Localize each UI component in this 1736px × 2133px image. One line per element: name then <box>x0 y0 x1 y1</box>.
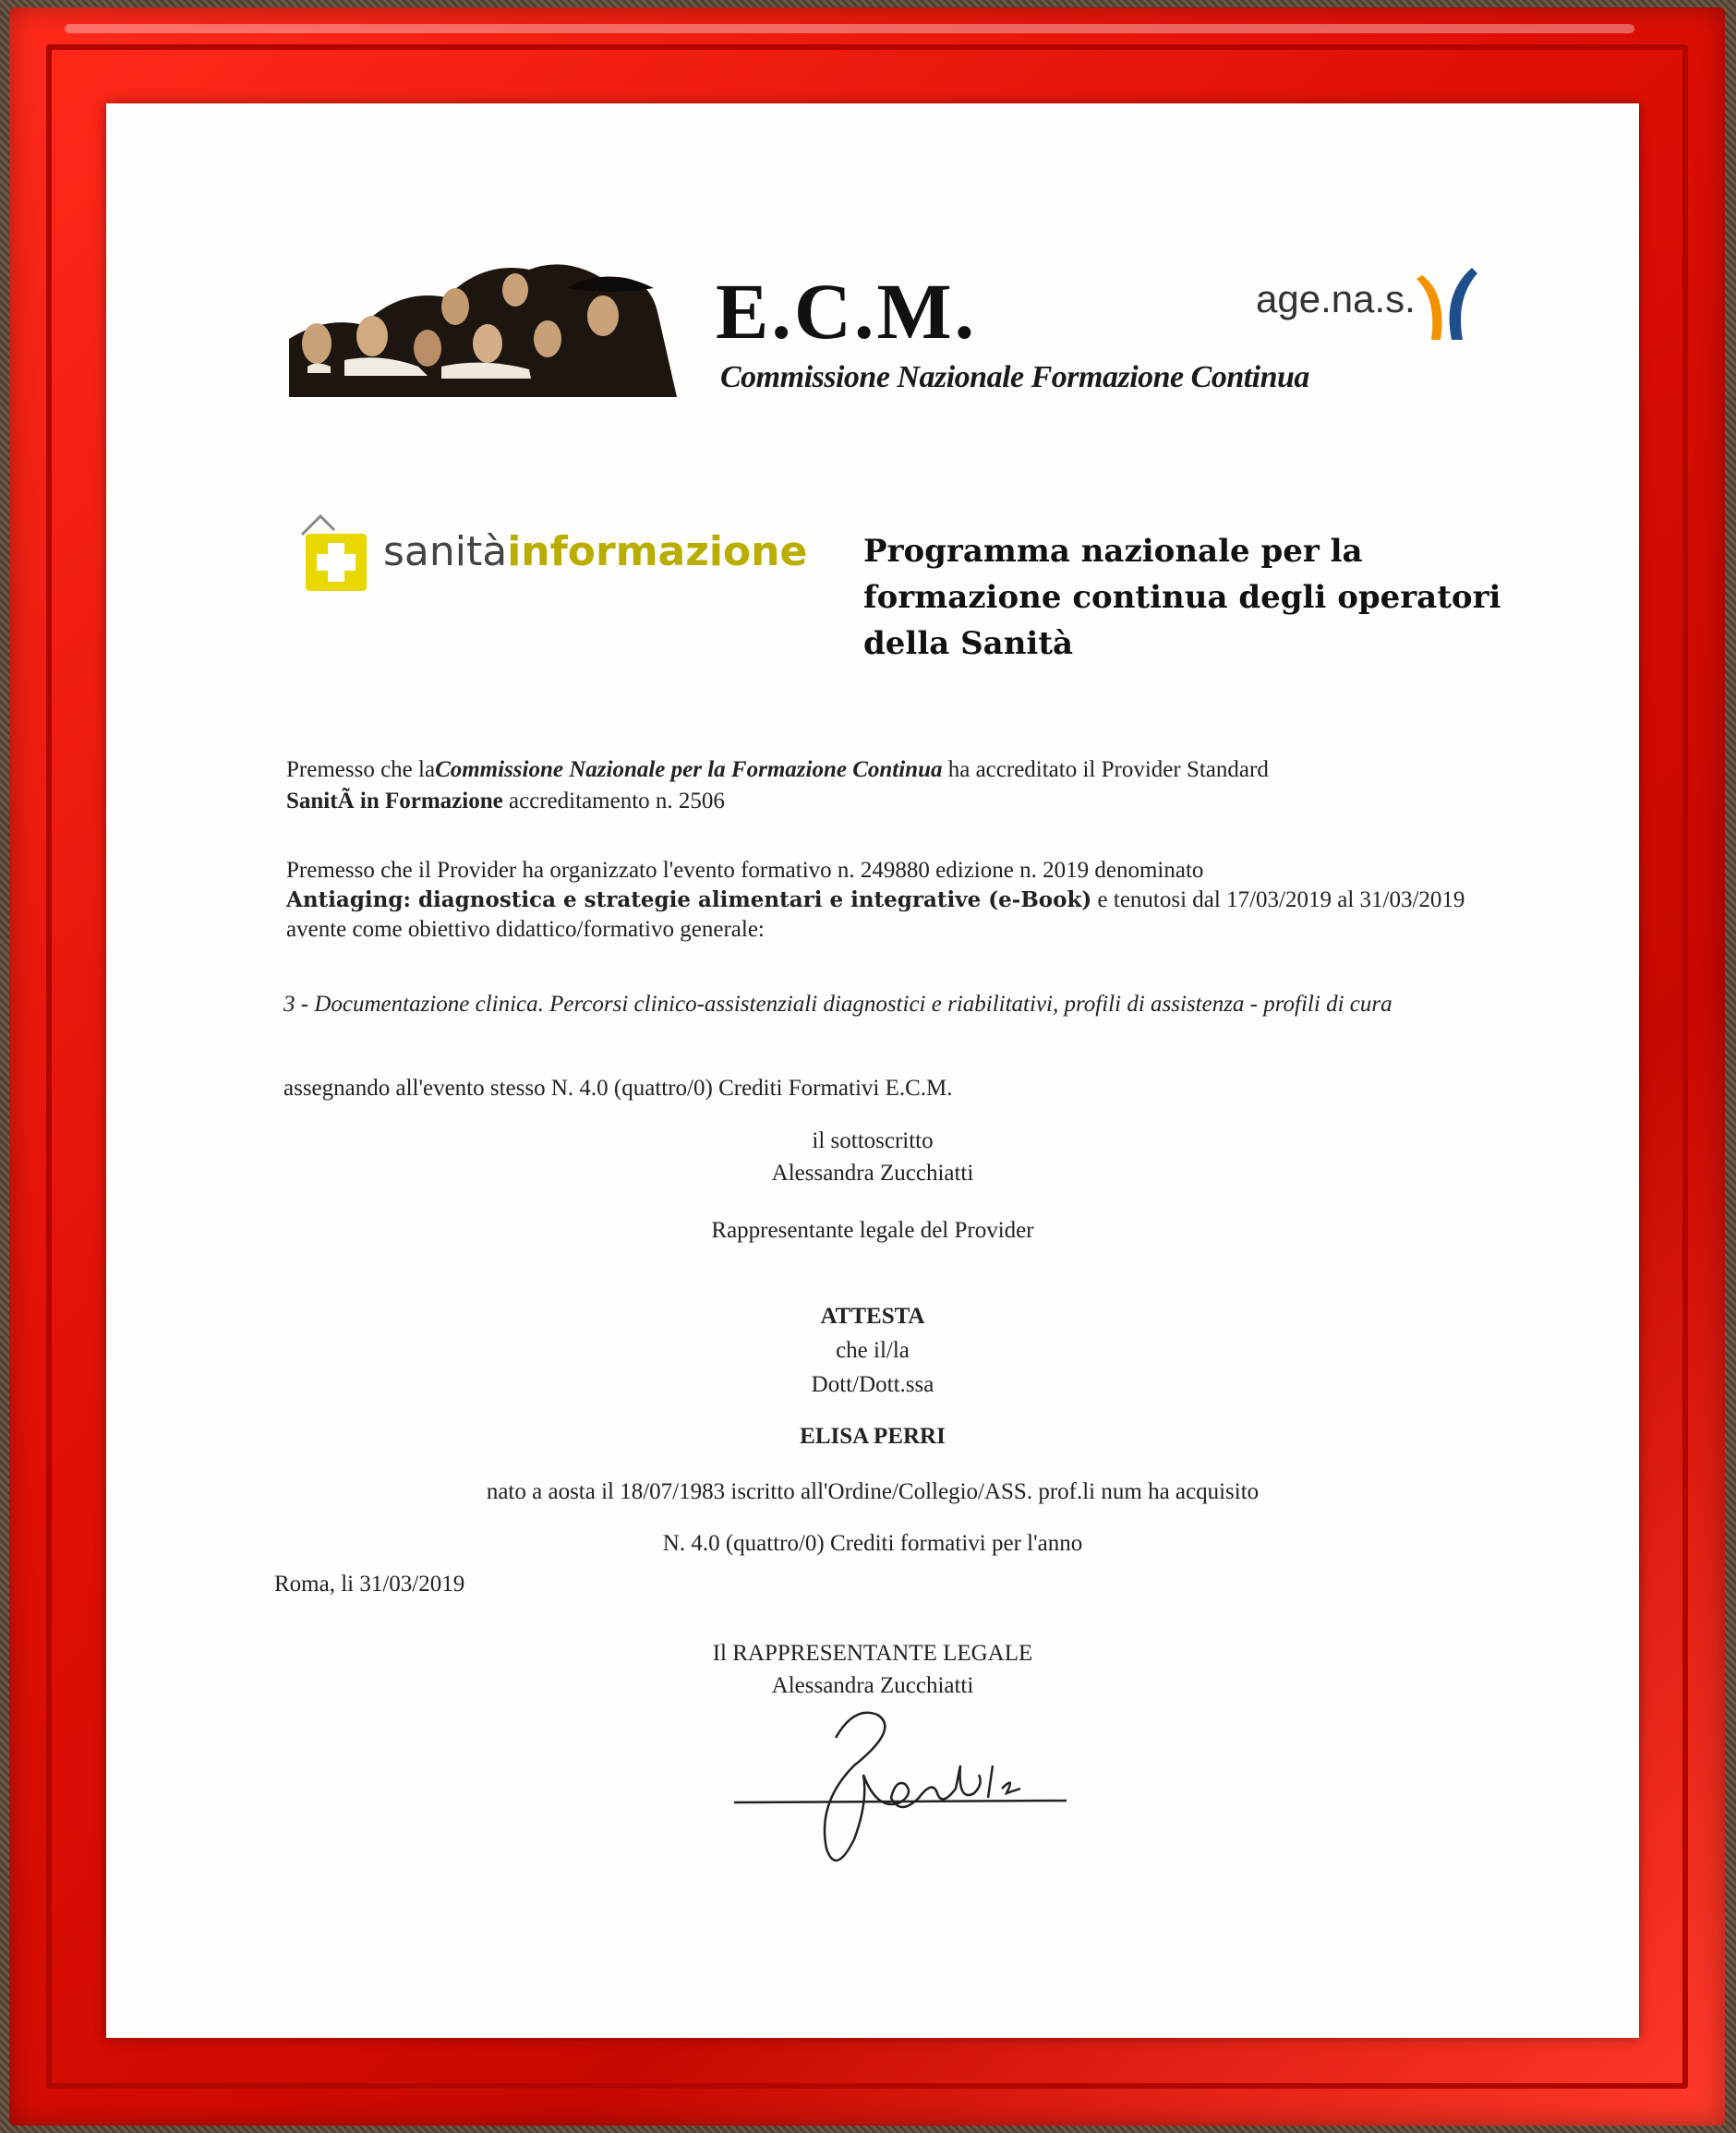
signoff-name: Alessandra Zucchiatti <box>771 1673 974 1698</box>
p2-event-title: Antiaging: diagnostica e strategie alimentari e integrative (e-Book) <box>286 887 1092 912</box>
place-date: Roma, li 31/03/2019 <box>274 1572 465 1597</box>
p1-end: ha accreditato il Provider Standard <box>942 757 1269 782</box>
p1-accreditation: accreditamento n. 2506 <box>502 789 725 813</box>
p1-commission: Commissione Nazionale per la Formazione Continua <box>435 757 943 782</box>
paragraph-event <box>286 856 1542 945</box>
che-il-la: che il/la <box>836 1338 910 1363</box>
programme-title-line: formazione continua degli operatori <box>863 579 1501 616</box>
birth-registration-line: nato a aosta il 18/07/1983 iscritto all'Ordine/Collegio/ASS. prof.li num ha acquisito <box>486 1479 1260 1504</box>
recipient-name: ELISA PERRI <box>800 1424 946 1449</box>
programme-title-line: della Sanità <box>863 625 1074 662</box>
undersigned: il sottoscritto <box>812 1128 934 1153</box>
dott-title: Dott/Dott.ssa <box>811 1372 934 1397</box>
ecm-subtitle: Commissione Nazionale Formazione Continua <box>720 360 1309 394</box>
frame-highlight <box>65 24 1634 33</box>
undersigned-name: Alessandra Zucchiatti <box>771 1161 974 1186</box>
agenas-logo-text: age.na.s. <box>1256 277 1416 320</box>
p2-dates: e tenutosi dal 17/03/2019 al 31/03/2019 <box>1091 887 1465 912</box>
p2-line3: avente come obiettivo didattico/formativo generale: <box>286 917 765 942</box>
agenas-logo <box>1256 277 1561 351</box>
programme-title <box>863 528 1510 667</box>
provider-logo-text-bold: informazione <box>507 528 808 575</box>
attesta-heading: ATTESTA <box>820 1304 925 1329</box>
ecm-title: E.C.M. <box>716 267 978 356</box>
p1-start: Premesso che la <box>286 757 436 782</box>
agenas-mark-icon <box>1415 266 1479 344</box>
handwritten-signature <box>716 1701 1103 1886</box>
certificate-paper <box>106 103 1639 2038</box>
acquired-credits: N. 4.0 (quattro/0) Crediti formativi per l'anno <box>662 1531 1083 1556</box>
signoff-title: Il RAPPRESENTANTE LEGALE <box>712 1641 1033 1666</box>
provider-logo <box>293 512 810 595</box>
legal-representative: Rappresentante legale del Provider <box>711 1218 1034 1243</box>
anatomy-lesson-painting <box>289 251 677 397</box>
p1-provider: SanitÃ in Formazione <box>286 789 503 813</box>
credits-line: assegnando all'evento stesso N. 4.0 (quattro/0) Crediti Formativi E.C.M. <box>283 1076 953 1101</box>
paragraph-accreditation <box>286 754 1505 817</box>
programme-title-line: Programma nazionale per la <box>863 533 1363 570</box>
provider-logo-text-plain: sanità <box>383 528 508 575</box>
objective-text: 3 - Documentazione clinica. Percorsi clinico-assistenziali diagnostici e riabilitativi, profili di assistenza - profili di cura <box>283 992 1392 1017</box>
medical-cross-icon <box>293 512 376 595</box>
p2-line1: Premesso che il Provider ha organizzato l'evento formativo n. 249880 edizione n. 2019 denominato <box>286 858 1204 883</box>
